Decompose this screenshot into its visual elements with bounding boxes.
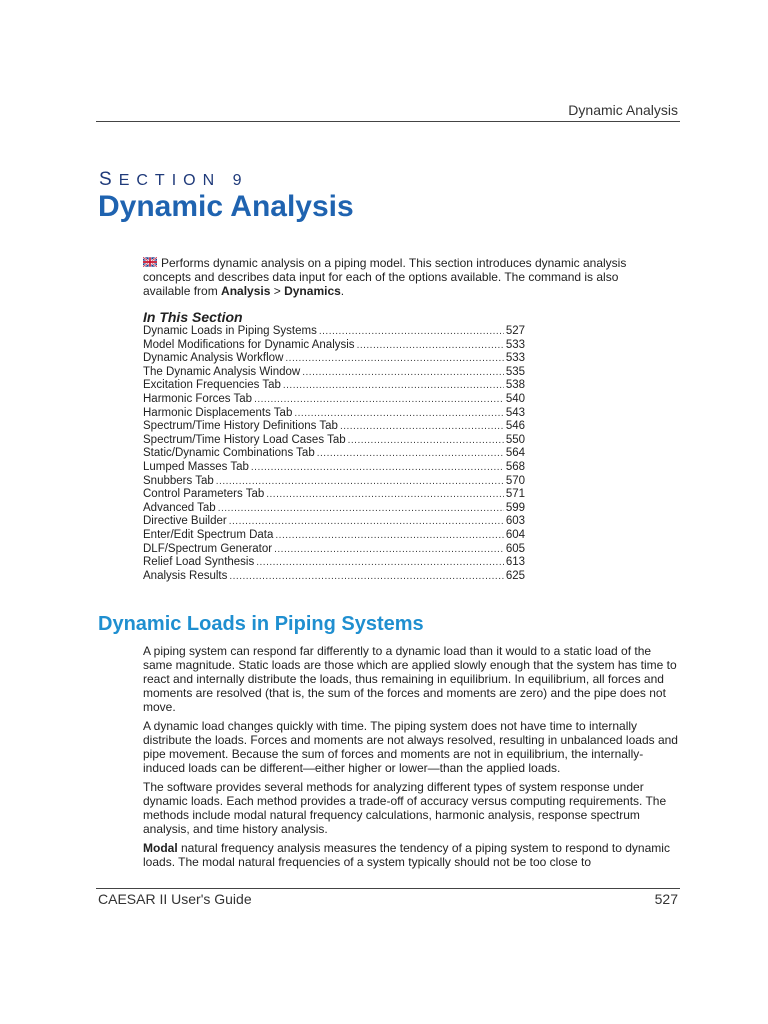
paragraph: The software provides several methods for analyzing different types of system response under dynamic loads. Each method provides a trade-off of accuracy versus computing requirements. The methods include modal natural frequency calculations, harmonic analysis, response spectrum analysis, and time history analysis. [143, 780, 667, 836]
toc-item-title: Excitation Frequencies Tab [143, 379, 281, 392]
intro-paragraph [143, 256, 663, 298]
modal-term: Modal [143, 841, 178, 855]
toc-item-title: The Dynamic Analysis Window [143, 365, 301, 378]
toc-leader [283, 379, 504, 393]
toc-leader [216, 475, 504, 489]
toc-leader [340, 420, 504, 434]
toc-leader [285, 352, 503, 366]
intro-end: . [340, 283, 345, 298]
toc-item-title: Advanced Tab [143, 501, 216, 514]
toc-item[interactable] [143, 515, 525, 529]
toc-item[interactable] [143, 420, 525, 434]
toc-leader [302, 366, 504, 380]
toc-item-page: 533 [505, 338, 525, 351]
page-number: 527 [654, 891, 678, 907]
menu-separator: > [270, 283, 285, 298]
toc-leader [348, 434, 504, 448]
toc-item[interactable] [143, 502, 525, 516]
toc-item-title: Model Modifications for Dynamic Analysis [143, 338, 355, 351]
paragraph: A piping system can respond far differently to a dynamic load than it would to a static load of the same magnitude. Static loads are those which are applied slowly enough that the system has time to react and internally distribute the loads, thus remaining in equilibrium. In equilibrium, all forces and moments are resolved (that is, the sum of the forces and moments are zero) and the pipe does not move. [143, 644, 677, 714]
toc-item-page: 571 [505, 488, 525, 501]
toc-leader [229, 570, 503, 584]
toc-item-title: Harmonic Displacements Tab [143, 406, 293, 419]
toc-item-page: 543 [505, 406, 525, 419]
toc-leader [274, 543, 504, 557]
toc-item-title: Dynamic Loads in Piping Systems [143, 325, 317, 337]
toc-item-page: 546 [505, 420, 525, 433]
toc-item[interactable] [143, 543, 525, 557]
toc-item-title: Control Parameters Tab [143, 488, 265, 501]
section-label [99, 169, 248, 191]
toc-item-title: Enter/Edit Spectrum Data [143, 528, 274, 541]
toc-item-title: Static/Dynamic Combinations Tab [143, 447, 315, 460]
footer-rule [96, 888, 680, 889]
page-title: Dynamic Analysis [98, 190, 354, 223]
toc-leader [256, 556, 504, 570]
toc-item-page: 604 [505, 528, 525, 541]
toc-leader [229, 515, 504, 529]
menu-dynamics: Dynamics [284, 283, 341, 298]
toc-item-title: Dynamic Analysis Workflow [143, 352, 284, 365]
toc-item-page: 599 [505, 501, 525, 514]
toc-item-page: 527 [505, 325, 525, 337]
toc-item[interactable] [143, 379, 525, 393]
toc-item-page: 625 [505, 569, 525, 582]
paragraph-text: natural frequency analysis measures the tendency of a piping system to respond to dynamic loads. The modal natural frequencies of a system typically should not be too close to [143, 841, 670, 869]
toc-leader [357, 339, 504, 353]
toc-item-title: Analysis Results [143, 569, 228, 582]
toc-item-page: 550 [505, 433, 525, 446]
paragraph [143, 841, 683, 869]
toc-heading: In This Section [143, 309, 243, 325]
toc-leader [319, 325, 504, 339]
toc-item[interactable] [143, 529, 525, 543]
toc-item-title: Harmonic Forces Tab [143, 392, 253, 405]
section-label-initial: S [99, 169, 119, 190]
toc-item-page: 535 [505, 365, 525, 378]
toc-item[interactable] [143, 556, 525, 570]
toc-item[interactable] [143, 570, 525, 584]
toc-item-title: Directive Builder [143, 515, 227, 528]
table-of-contents [143, 325, 525, 583]
toc-item-title: Spectrum/Time History Definitions Tab [143, 420, 338, 433]
toc-item-title: Relief Load Synthesis [143, 556, 255, 569]
toc-item[interactable] [143, 407, 525, 421]
toc-leader [218, 502, 504, 516]
toc-item-title: DLF/Spectrum Generator [143, 542, 273, 555]
uk-flag-icon [143, 256, 157, 268]
menu-analysis: Analysis [221, 283, 271, 298]
toc-item-page: 540 [505, 392, 525, 405]
intro-text: Performs dynamic analysis on a piping model. This section introduces dynamic analysis concepts and describes data input for each of the options available. The command is also available from [143, 256, 627, 298]
toc-item[interactable] [143, 461, 525, 475]
toc-item-page: 603 [505, 515, 525, 528]
section-heading: Dynamic Loads in Piping Systems [98, 613, 424, 635]
toc-item[interactable] [143, 488, 525, 502]
toc-item[interactable] [143, 447, 525, 461]
toc-item[interactable] [143, 475, 525, 489]
toc-item[interactable] [143, 393, 525, 407]
toc-item-page: 568 [505, 460, 525, 473]
toc-item-title: Snubbers Tab [143, 474, 214, 487]
section-label-rest: ECTION 9 [118, 172, 249, 189]
toc-item-page: 570 [505, 474, 525, 487]
toc-item-page: 613 [505, 556, 525, 569]
toc-leader [254, 393, 504, 407]
toc-item[interactable] [143, 352, 525, 366]
section-body [143, 644, 683, 874]
toc-leader [317, 447, 504, 461]
toc-item-page: 564 [505, 447, 525, 460]
toc-item[interactable] [143, 325, 525, 339]
toc-leader [275, 529, 503, 543]
toc-item-title: Lumped Masses Tab [143, 460, 249, 473]
toc-item-page: 533 [505, 352, 525, 365]
toc-leader [266, 488, 504, 502]
toc-item[interactable] [143, 434, 525, 448]
footer-guide-title: CAESAR II User's Guide [98, 891, 252, 907]
toc-item-page: 538 [505, 379, 525, 392]
toc-item[interactable] [143, 366, 525, 380]
header-rule [96, 121, 680, 122]
paragraph: A dynamic load changes quickly with time. The piping system does not have time to internally distribute the loads. Forces and moments are not always resolved, resulting in unbalanced loads and pipe movement. Because the sum of forces and moments are not in equilibrium, the internally-induced loads can be different—either higher or lower—than the applied loads. [143, 719, 678, 775]
toc-leader [294, 407, 503, 421]
toc-item-title: Spectrum/Time History Load Cases Tab [143, 433, 346, 446]
running-head: Dynamic Analysis [568, 102, 678, 118]
toc-item[interactable] [143, 339, 525, 353]
toc-leader [251, 461, 504, 475]
toc-item-page: 605 [505, 542, 525, 555]
